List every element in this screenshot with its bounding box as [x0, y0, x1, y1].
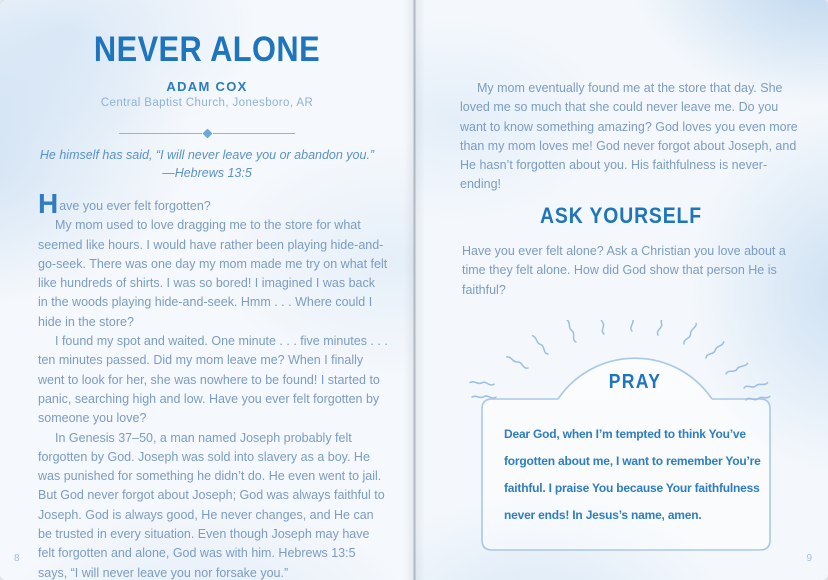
- author-church: Central Baptist Church, Jonesboro, AR: [100, 97, 314, 109]
- page-number-left: 8: [14, 553, 20, 564]
- opening-line-text: ave you ever felt forgotten?: [59, 199, 211, 213]
- diamond-divider-ornament: [119, 128, 295, 138]
- scripture-verse: [20, 146, 394, 182]
- devotional-body: [38, 188, 388, 580]
- prayer-text: Dear God, when I’m tempted to think You’ve forgotten about me, I want to remember You’re faithful. I praise You because Your faithfulness never ends! In Jesus’s name, amen.: [504, 427, 761, 522]
- body-paragraph: My mom used to love dragging me to the store for what seemed like hours. I would have rather been playing hide-and-go-seek. There was one day my mom made me try on what felt like hundreds of shirts. I was so bored! I imagined I was back in the woods playing hide-and-seek. Hmm . . . Where could I hide in the store?: [38, 218, 388, 329]
- devotional-title: NEVER ALONE: [93, 30, 321, 69]
- ask-yourself-text: Have you ever felt alone? Ask a Christian you love about a time they felt alone. How did God show that person He is faithful?: [462, 244, 786, 297]
- drop-cap: H: [38, 188, 59, 219]
- body-paragraph: In Genesis 37–50, a man named Joseph probably felt forgotten by God. Joseph was sold into slavery as a boy. He was punished for something he didn’t do. He even went to jail. But God never forgot about Joseph; God was always faithful to Joseph. God is always good, He never changes, and He can be trusted in every situation. Even though Joseph may have felt forgotten and alone, God was with him. Hebrews 13:5 says, “I will never leave you nor forsake you.”: [38, 430, 385, 580]
- pray-heading: PRAY: [608, 371, 662, 393]
- right-page: [414, 0, 828, 580]
- page-number-right: 9: [806, 553, 812, 564]
- body-paragraph: My mom eventually found me at the store that day. She loved me so much that she could never leave me. Do you want to know something amazing? God loves you even more than my mom loves me! God never forgot about Joseph, and He hasn’t forgotten about you. His faithfulness is never-ending!: [460, 81, 798, 192]
- verse-reference: —Hebrews 13:5: [162, 166, 252, 180]
- ask-yourself-heading: ASK YOURSELF: [540, 203, 702, 228]
- divider-line-left: [119, 133, 202, 134]
- opening-line: [38, 188, 388, 219]
- author-name: ADAM COX: [166, 79, 248, 94]
- divider-line-right: [213, 133, 296, 134]
- body-paragraph: I found my spot and waited. One minute . . . five minutes . . . ten minutes passed. Did my mom leave me? When I finally went to look for her, she was nowhere to be found! I started to panic, searching high and low. Have you ever felt forgotten by someone you love?: [38, 334, 388, 426]
- diamond-sparkle-icon: [202, 128, 212, 138]
- verse-text: He himself has said, “I will never leave you or abandon you.”: [39, 148, 375, 162]
